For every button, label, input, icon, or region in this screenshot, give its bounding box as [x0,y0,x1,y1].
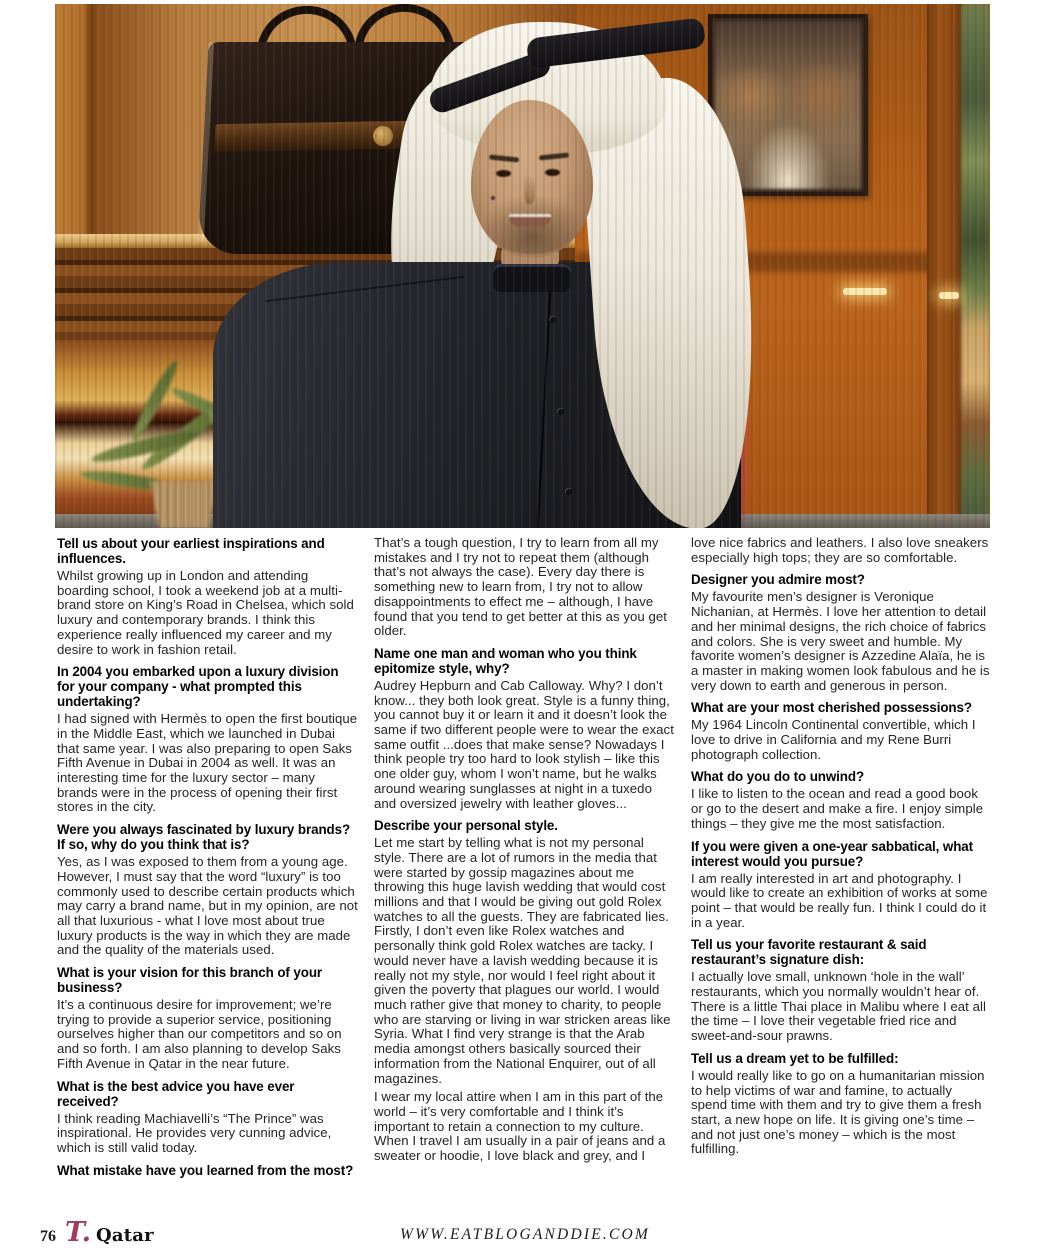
answer-paragraph: I think reading Machiavelli’s “The Prince” was inspirational. He provides very cunning advice, which is still valid today. [57,1110,332,1155]
eye [545,169,560,176]
answer-paragraph: I wear my local attire when I am in this part of the world – it’s very comfortable and I think it’s important to retain a connection to my culture. When I travel I am usually in a pair of jeans and a sweater or hoodie, I love black and grey, and I [374,1089,666,1164]
question-heading: Describe your personal style. [374,818,558,834]
answer-paragraph: I like to listen to the ocean and read a good book or go to the desert and make a fire. I enjoy simple things – they give me the most satisfaction. [691,786,984,831]
qatar-logo-text: Qatar [96,1225,154,1246]
question-heading: What is your vision for this branch of your business? [57,965,323,996]
question-heading: What mistake have you learned from the most? [57,1162,354,1178]
page-number: 76 [40,1228,56,1245]
question-heading: Name one man and woman who you think epitomize style, why? [374,645,637,676]
wood-pillar [927,4,963,528]
t-magazine-logo-icon: T. [65,1217,92,1248]
answer-paragraph: love nice fabrics and leathers. I also love sneakers especially high tops; they are so comfortable. [691,536,989,565]
interview-article [57,536,990,1212]
answer-paragraph: Yes, as I was exposed to them from a young age. However, I must say that the word “luxury” is too commonly used to describe certain products which may carry a brand name, but in my opinion, are not all that luxurious - what I love most about true luxury products is the way in which they are made and the quality of the materials used. [57,854,358,958]
mole [491,196,495,200]
answer-paragraph: It’s a continuous desire for improvement; we’re trying to provide a superior service, positioning ourselves higher than our competitors and so on and so forth. I am also planning to develop Saks Fifth Avenue in Qatar in the near future. [57,997,342,1071]
window-foliage [961,4,990,528]
eyebrow [539,152,569,160]
question-heading: What are your most cherished possessions? [691,700,972,716]
shelf-light [939,292,959,299]
question-heading: Tell us a dream yet to be fulfilled: [691,1050,899,1066]
question-heading: Designer you admire most? [691,572,865,588]
answer-paragraph: Whilst growing up in London and attending boarding school, I took a weekend job at a multi-brand store on King’s Road in Chelsea, which sold luxury and contemporary brands. I think this experience really influenced my career and my desire to work in fashion retail. [57,568,354,657]
thobe-button [549,316,556,323]
mouth [509,214,551,227]
question-heading: Tell us about your earliest inspirations and influences. [57,536,325,566]
thobe-button [557,408,564,415]
answer-paragraph: My 1964 Lincoln Continental convertible, which I love to drive in California and my Rene Burri photograph collection. [691,717,976,762]
man-portrait [205,20,750,528]
eyebrow [489,154,519,162]
shelf-light [843,288,887,295]
question-heading: What do you do to unwind? [691,769,865,785]
answer-paragraph: Let me start by telling what is not my personal style. There are a lot of rumors in the media that were started by gossip magazines about me throwing this huge lavish wedding that would cost millions and that I would be giving out gold Rolex watches to all the guests. They are fabricated lies. Firstly, I don’t even like Rolex watches and personally think gold Rolex watches are tacky. I would never have a lavish wedding because it is really not my style, nor would I feel right about it given the poverty that plagues our world. I would much rather give that money to charity, to people who are starving or living in war stricken areas like Syria. What I find very strange is that the Arab media amongst others basically sourced their information from the National Enquirer, out of all magazines. [374,835,671,1086]
thobe-button [565,488,572,495]
answer-paragraph: I am really interested in art and photography. I would like to create an exhibition of works at some point – that would be really fun. I think I could do it in a year. [691,870,988,930]
page-footer [40,1218,1010,1248]
answer-paragraph: That’s a tough question, I try to learn from all my mistakes and I try not to repeat them (although that’s not always the case). Every day there is something new to learn from, I try not to allow disappointments to effect me – although, I have found that you tend to get better at this as you get older. [374,536,667,639]
question-heading: Were you always fascinated by luxury brands? If so, why do you think that is? [57,822,351,853]
plant-leaf [128,358,182,444]
question-heading: If you were given a one-year sabbatical, what interest would you pursue? [691,838,974,869]
eye [496,170,511,177]
question-heading: Tell us your favorite restaurant & said restaurant’s signature dish: [691,937,927,968]
portrait-photo [55,4,990,528]
answer-paragraph: Audrey Hepburn and Cab Calloway. Why? I don’t know... they both look great. Style is a funny thing, you cannot buy it or learn it and it doesn’t look the same if two different people were to wear the exact same outfit ...does that make sense? Nowadays I think people try too hard to look stylish – like this one older guy, whom I won’t name, but he walks around wearing sunglasses at night in a tuxedo and oversized jewelry with leather gloves... [374,677,674,811]
footer-website-url: WWW.EATBLOGANDDIE.COM [400,1226,650,1243]
question-heading: In 2004 you embarked upon a luxury division for your company - what prompted this undertaking? [57,664,339,710]
question-heading: What is the best advice you have ever received? [57,1078,295,1109]
article-column-3 [691,536,990,1212]
answer-paragraph: I would really like to go on a humanitarian mission to help victims of war and famine, to actually spend time with them and try to give them a fresh start, a new hope on life. It is giving one’s time – and not just one’s money – which is the most fulfilling. [691,1067,985,1157]
article-column-2 [374,536,675,1212]
answer-paragraph: My favourite men’s designer is Veronique Nichanian, at Hermès. I love her attention to detail and her minimal designs, the rich choice of fabrics and colors. She is very sweet and humble. My favorite women’s designer is Azzedine Alaïa, he is a master in making women look fabulous and he is very down to earth and generous in person. [691,589,990,693]
answer-paragraph: I actually love small, unknown ‘hole in the wall’ restaurants, which you normally wouldn’t hear of. There is a little Thai place in Malibu where I eat all the time – I love their vegetable fried rice and sweet-and-sour prawns. [691,969,986,1044]
article-column-1 [57,536,358,1212]
thobe-collar [493,264,571,292]
answer-paragraph: I had signed with Hermès to open the first boutique in the Middle East, which we launched in Dubai that same year. I was also preparing to open Saks Fifth Avenue in Dubai in 2004 as well. It was an interesting time for the luxury sector – many brands were in the process of opening their first stores in the city. [57,711,358,815]
